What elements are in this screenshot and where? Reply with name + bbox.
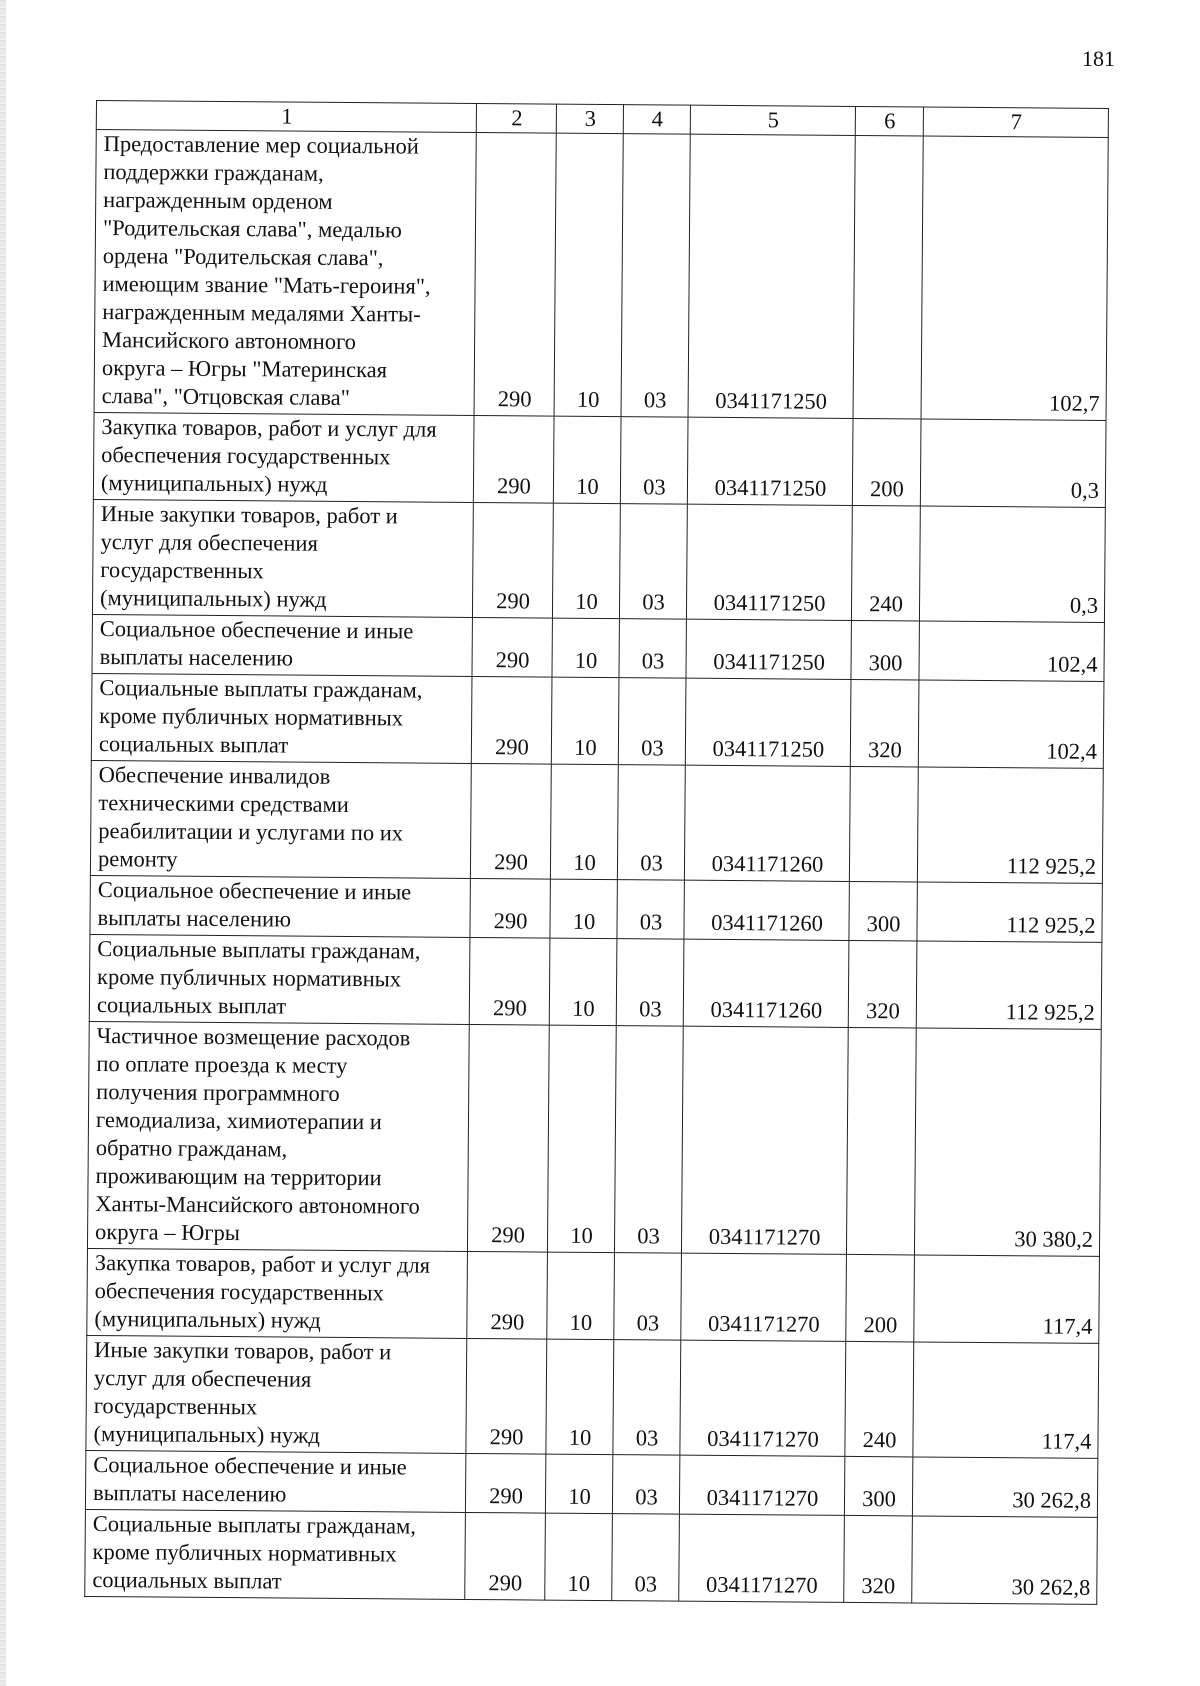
row-name: Социальное обеспечение и иные выплаты населению: [85, 1450, 465, 1512]
header-col-3: 3: [556, 104, 623, 134]
row-col-6: 300: [851, 620, 919, 680]
header-col-7: 7: [923, 107, 1108, 137]
header-col-2: 2: [476, 103, 556, 133]
row-col-6: [846, 1027, 916, 1255]
row-name: Частичное возмещение расходов по оплате проезда к месту получения программного гемодиализа, химиотерапии и обратно гражданам, проживающим на территории Ханты-Мансийского автономного округа – Югры: [87, 1021, 469, 1251]
row-amount: 102,4: [918, 680, 1104, 768]
table-row: [91, 673, 1104, 768]
row-col-6: 300: [844, 1456, 912, 1516]
row-col-3: 10: [551, 677, 619, 765]
table-row: [85, 1450, 1097, 1517]
row-col-6: 320: [850, 679, 919, 767]
row-col-5: 0341171250: [688, 134, 855, 418]
row-col-6: 320: [844, 1515, 913, 1603]
row-name: Закупка товаров, работ и услуг для обеспечения государственных (муниципальных) нужд: [87, 1248, 468, 1338]
row-col-3: 10: [549, 938, 617, 1026]
row-name: Социальные выплаты гражданам, кроме публичных нормативных социальных выплат: [85, 1509, 466, 1599]
row-name: Социальное обеспечение и иные выплаты населению: [92, 614, 472, 676]
row-col-2: 290: [474, 132, 556, 416]
row-amount: 112 925,2: [916, 941, 1102, 1029]
row-col-5: 0341171270: [681, 1026, 848, 1254]
row-name: Обеспечение инвалидов техническими средствами реабилитации и услугами по их ремонту: [90, 760, 471, 878]
row-name: Социальные выплаты гражданам, кроме публичных нормативных социальных выплат: [91, 673, 472, 763]
row-amount: 30 380,2: [914, 1028, 1101, 1256]
table-row: [92, 499, 1105, 622]
row-amount: 102,7: [921, 136, 1108, 420]
row-col-4: 03: [614, 1026, 683, 1254]
table-row: [94, 130, 1108, 421]
row-col-4: 03: [617, 765, 685, 881]
row-col-3: 10: [554, 133, 623, 417]
row-col-5: 0341171270: [679, 1514, 845, 1602]
row-col-4: 03: [616, 939, 684, 1027]
table-row: [92, 614, 1104, 681]
row-amount: 117,4: [914, 1255, 1100, 1343]
header-col-6: 6: [855, 106, 923, 136]
row-name: Предоставление мер социальной поддержки гражданам, награжденным орденом "Родительская слава", медалью ордена "Родительская слава", имеющим звание "Мать-героиня", награжденным медалями Ханты- Мансийского автономного округа – Югры "Материнская слава", "Отцовская слава": [94, 130, 476, 416]
row-col-2: 290: [465, 1453, 545, 1513]
table-row: [89, 934, 1102, 1029]
row-amount: 112 925,2: [917, 882, 1102, 942]
row-name: Иные закупки товаров, работ и услуг для обеспечения государственных (муниципальных) нужд: [86, 1335, 467, 1453]
row-col-5: 0341171250: [686, 619, 851, 679]
row-col-5: 0341171270: [681, 1253, 847, 1341]
row-amount: 0,3: [920, 419, 1106, 507]
row-col-4: 03: [612, 1514, 680, 1602]
header-col-5: 5: [690, 105, 855, 135]
row-col-3: 10: [547, 1252, 615, 1340]
row-col-4: 03: [614, 1253, 682, 1341]
row-amount: 30 262,8: [912, 1457, 1097, 1517]
row-col-5: 0341171250: [685, 678, 851, 766]
row-col-3: 10: [552, 618, 619, 678]
row-name: Иные закупки товаров, работ и услуг для обеспечения государственных (муниципальных) нужд: [92, 499, 473, 617]
table-row: [87, 1021, 1101, 1256]
row-col-2: 290: [470, 763, 551, 879]
row-col-2: 290: [469, 937, 550, 1025]
row-col-3: 10: [552, 503, 620, 619]
row-amount: 112 925,2: [917, 767, 1103, 883]
row-col-5: 0341171270: [679, 1455, 844, 1515]
row-col-2: 290: [467, 1024, 549, 1252]
row-name: Социальные выплаты гражданам, кроме публичных нормативных социальных выплат: [89, 934, 470, 1024]
row-col-5: 0341171260: [684, 880, 849, 940]
row-col-3: 10: [553, 416, 621, 504]
table-body: [85, 130, 1108, 1605]
row-col-2: 290: [471, 676, 552, 764]
row-col-5: 0341171260: [683, 939, 849, 1027]
row-col-3: 10: [545, 1513, 613, 1601]
row-name: Закупка товаров, работ и услуг для обеспечения государственных (муниципальных) нужд: [93, 412, 474, 502]
row-col-3: 10: [547, 1025, 616, 1253]
header-col-1: 1: [96, 101, 476, 133]
row-col-4: 03: [618, 678, 686, 766]
row-col-3: 10: [550, 879, 617, 939]
row-col-3: 10: [545, 1454, 612, 1514]
row-name: Социальное обеспечение и иные выплаты населению: [90, 875, 470, 937]
row-col-4: 03: [612, 1455, 679, 1515]
page-number: 181: [1082, 46, 1115, 71]
row-col-5: 0341171250: [686, 504, 852, 620]
row-col-4: 03: [620, 417, 688, 505]
table-row: [93, 412, 1106, 507]
table-row: [90, 875, 1102, 942]
row-col-6: 200: [852, 418, 921, 506]
row-col-4: 03: [619, 619, 686, 679]
row-amount: 0,3: [919, 506, 1105, 622]
row-col-3: 10: [550, 764, 618, 880]
budget-table: [84, 100, 1109, 1605]
table-row: [87, 1248, 1100, 1343]
row-col-2: 290: [473, 415, 554, 503]
row-col-6: 240: [845, 1341, 914, 1457]
row-col-3: 10: [546, 1339, 614, 1455]
row-amount: 102,4: [919, 621, 1104, 681]
row-col-2: 290: [465, 1512, 546, 1600]
row-col-6: [849, 766, 918, 882]
row-col-4: 03: [621, 134, 690, 418]
row-col-2: 290: [470, 878, 550, 938]
row-col-2: 290: [472, 502, 553, 618]
table-row: [90, 760, 1103, 883]
row-col-6: 240: [851, 505, 920, 621]
table-row: [86, 1335, 1099, 1458]
row-col-4: 03: [619, 504, 687, 620]
header-col-4: 4: [623, 105, 690, 135]
row-col-5: 0341171270: [680, 1340, 846, 1456]
row-col-2: 290: [466, 1338, 547, 1454]
row-amount: 117,4: [913, 1342, 1099, 1458]
scan-edge-shadow: [0, 0, 6, 1686]
table-row: [85, 1509, 1098, 1604]
row-amount: 30 262,8: [912, 1516, 1098, 1604]
row-col-2: 290: [467, 1251, 548, 1339]
row-col-5: 0341171260: [684, 765, 850, 881]
row-col-4: 03: [613, 1340, 681, 1456]
row-col-6: [853, 135, 923, 419]
row-col-5: 0341171250: [687, 417, 853, 505]
row-col-2: 290: [472, 617, 552, 677]
row-col-6: 300: [849, 881, 917, 941]
row-col-6: 320: [848, 940, 917, 1028]
row-col-6: 200: [846, 1254, 915, 1342]
row-col-4: 03: [617, 880, 684, 940]
